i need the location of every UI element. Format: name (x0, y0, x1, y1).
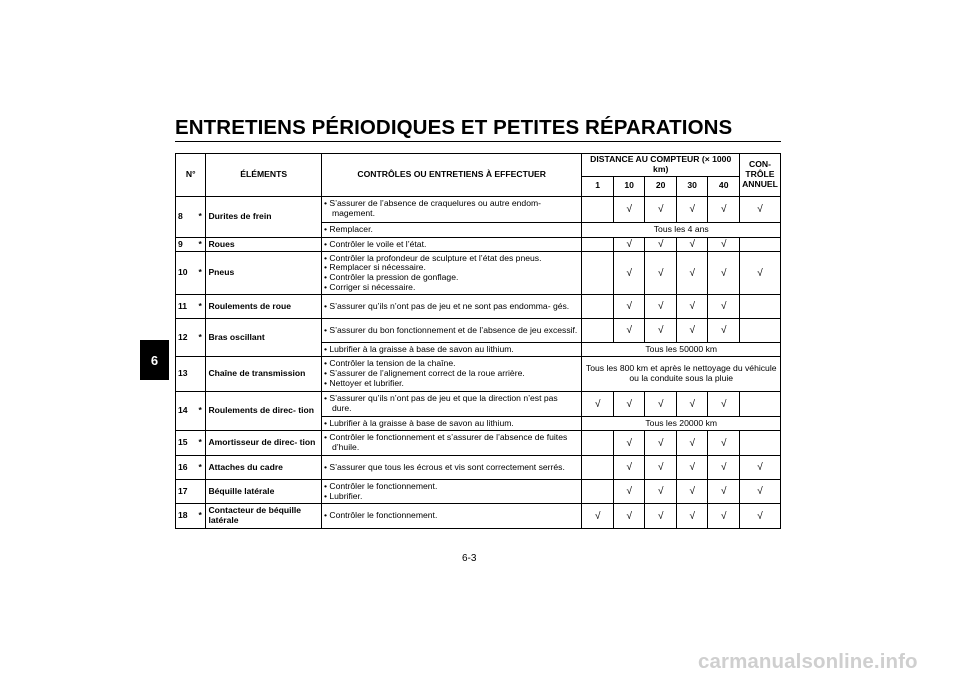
row-star-cell (197, 295, 206, 319)
check-mark-icon: √ (594, 510, 601, 522)
check-mark-icon: √ (757, 486, 763, 497)
check-mark-cell (613, 431, 645, 456)
check-mark-cell (645, 392, 677, 417)
check-item: • Contrôler la pression de gonflage. (324, 273, 579, 283)
check-mark-icon: √ (689, 238, 695, 250)
check-mark-icon: √ (657, 398, 664, 410)
row-star-cell (197, 480, 206, 504)
row-checks (321, 504, 581, 529)
row-element: Roulements de direc- tion (206, 392, 322, 431)
star-marker: * (198, 510, 202, 521)
check-item: • S’assurer que tous les écrous et vis sont correctement serrés. (324, 463, 579, 473)
header-distance-30: 30 (676, 176, 708, 196)
check-mark-icon: √ (720, 437, 727, 449)
check-mark-icon: √ (757, 267, 763, 279)
check-mark-cell (739, 480, 780, 504)
page-number: 6-3 (462, 553, 477, 564)
check-mark-icon: √ (720, 203, 727, 215)
table-row (176, 456, 781, 480)
check-mark-cell (613, 196, 645, 222)
check-mark-cell (645, 237, 677, 252)
check-item: • Corriger si nécessaire. (324, 283, 579, 293)
check-mark-cell (582, 504, 614, 529)
check-mark-cell (676, 456, 708, 480)
row-number: 13 (176, 357, 197, 392)
header-distance: DISTANCE AU COMPTEUR (× 1000 km) (582, 154, 740, 177)
row-checks (321, 252, 581, 295)
check-mark-icon: √ (657, 301, 664, 312)
row-element: Chaîne de transmission (206, 357, 322, 392)
check-item: • Nettoyer et lubrifier. (324, 379, 579, 389)
check-mark-cell (739, 252, 780, 295)
check-mark-icon: √ (720, 462, 727, 473)
star-marker: * (198, 300, 202, 311)
chapter-tab[interactable]: 6 (140, 340, 169, 380)
row-number: 14 (176, 392, 197, 431)
empty-cell (582, 431, 614, 456)
check-mark-icon: √ (689, 510, 695, 522)
check-mark-icon: √ (657, 238, 664, 250)
check-mark-cell (645, 504, 677, 529)
row-number: 8 (176, 196, 197, 237)
check-mark-cell (645, 480, 677, 504)
check-mark-icon: √ (757, 510, 763, 522)
check-mark-cell (582, 392, 614, 417)
header-elements: ÉLÉMENTS (206, 154, 322, 197)
header-distance-10: 10 (613, 176, 645, 196)
check-mark-cell (645, 295, 677, 319)
check-item: • Contrôler le fonctionnement et s’assurer de l’absence de fuites d’huile. (324, 433, 579, 453)
check-mark-icon: √ (657, 437, 664, 449)
check-mark-icon: √ (657, 510, 664, 522)
empty-cell (582, 252, 614, 295)
star-marker: * (198, 437, 202, 448)
empty-cell (582, 319, 614, 343)
check-mark-cell (676, 295, 708, 319)
check-mark-cell (708, 196, 740, 222)
check-mark-icon: √ (689, 486, 695, 497)
row-checks (321, 456, 581, 480)
empty-cell (739, 431, 780, 456)
empty-cell (582, 237, 614, 252)
check-mark-icon: √ (657, 203, 664, 215)
check-mark-icon: √ (757, 203, 763, 215)
check-mark-icon: √ (720, 267, 727, 279)
row-star-cell (197, 504, 206, 529)
check-mark-cell (739, 504, 780, 529)
row-star-cell (197, 357, 206, 392)
check-mark-icon: √ (689, 301, 695, 312)
row-star-cell (197, 252, 206, 295)
title-rule (175, 141, 781, 142)
check-mark-icon: √ (689, 203, 695, 215)
check-mark-cell (676, 196, 708, 222)
check-mark-cell (613, 252, 645, 295)
table-row (176, 480, 781, 504)
check-item: • Contrôler la tension de la chaîne. (324, 359, 579, 369)
check-mark-cell (645, 252, 677, 295)
row-checks (321, 196, 581, 222)
row-number: 12 (176, 319, 197, 357)
header-distance-40: 40 (708, 176, 740, 196)
row-checks (321, 343, 581, 357)
check-item: • Contrôler le fonctionnement. (324, 511, 579, 521)
check-mark-icon: √ (657, 325, 664, 336)
check-mark-icon: √ (626, 238, 632, 250)
row-star-cell (197, 319, 206, 357)
row-checks (321, 237, 581, 252)
row-number: 18 (176, 504, 197, 529)
check-mark-icon: √ (657, 462, 664, 473)
check-mark-cell (708, 431, 740, 456)
page-title: ENTRETIENS PÉRIODIQUES ET PETITES RÉPARATIONS (175, 116, 733, 139)
check-item: • S’assurer du bon fonctionnement et de l’absence de jeu excessif. (324, 326, 579, 336)
check-mark-cell (676, 392, 708, 417)
check-mark-icon: √ (757, 462, 763, 473)
row-element: Roues (206, 237, 322, 252)
check-mark-cell (613, 295, 645, 319)
check-mark-icon: √ (626, 486, 632, 497)
check-mark-icon: √ (626, 267, 632, 279)
table-row (176, 295, 781, 319)
interval-note: Tous les 800 km et après le nettoyage du véhicule ou la conduite sous la pluie (582, 357, 781, 392)
check-item: • Contrôler le voile et l’état. (324, 240, 579, 250)
check-item: • Contrôler la profondeur de sculpture et l’état des pneus. (324, 254, 579, 264)
check-mark-cell (708, 504, 740, 529)
header-no: N° (176, 154, 206, 197)
row-element: Roulements de roue (206, 295, 322, 319)
check-mark-cell (676, 504, 708, 529)
row-number: 15 (176, 431, 197, 456)
row-checks (321, 431, 581, 456)
check-mark-cell (676, 252, 708, 295)
header-checks: CONTRÔLES OU ENTRETIENS À EFFECTUER (321, 154, 581, 197)
check-item: • Lubrifier à la graisse à base de savon au lithium. (324, 345, 579, 355)
check-mark-icon: √ (626, 325, 632, 336)
header-distance-20: 20 (645, 176, 677, 196)
star-marker: * (198, 238, 202, 249)
empty-cell (739, 237, 780, 252)
check-mark-icon: √ (720, 486, 727, 497)
check-mark-icon: √ (720, 510, 727, 522)
check-mark-cell (613, 480, 645, 504)
check-mark-cell (676, 237, 708, 252)
row-star-cell (197, 196, 206, 237)
check-mark-cell (613, 319, 645, 343)
row-number: 16 (176, 456, 197, 480)
table-row (176, 319, 781, 343)
row-checks (321, 417, 581, 431)
check-mark-cell (708, 480, 740, 504)
check-mark-cell (676, 431, 708, 456)
table-row (176, 196, 781, 222)
check-mark-icon: √ (720, 238, 727, 250)
check-mark-icon: √ (657, 486, 664, 497)
check-mark-icon: √ (689, 398, 695, 410)
check-item: • Lubrifier à la graisse à base de savon au lithium. (324, 419, 579, 429)
empty-cell (582, 196, 614, 222)
empty-cell (739, 392, 780, 417)
check-mark-cell (708, 252, 740, 295)
star-marker: * (198, 405, 202, 416)
check-mark-cell (708, 392, 740, 417)
row-checks (321, 480, 581, 504)
check-mark-cell (645, 431, 677, 456)
row-element: Bras oscillant (206, 319, 322, 357)
check-mark-icon: √ (720, 325, 727, 336)
watermark: carmanualsonline.info (698, 650, 918, 673)
check-item: • Lubrifier. (324, 492, 579, 502)
header-annual: CON- TRÔLE ANNUEL (739, 154, 780, 197)
check-mark-cell (708, 456, 740, 480)
table-row (176, 252, 781, 295)
row-element: Amortisseur de direc- tion (206, 431, 322, 456)
interval-note: Tous les 50000 km (582, 343, 781, 357)
check-mark-cell (708, 295, 740, 319)
row-checks (321, 392, 581, 417)
check-item: • S’assurer qu’ils n’ont pas de jeu et que la direction n’est pas dure. (324, 394, 579, 414)
row-element: Béquille latérale (206, 480, 322, 504)
check-mark-icon: √ (626, 203, 632, 215)
star-marker: * (198, 331, 202, 342)
interval-note: Tous les 4 ans (582, 222, 781, 237)
check-mark-cell (708, 319, 740, 343)
row-checks (321, 222, 581, 237)
check-mark-icon: √ (626, 462, 632, 473)
row-checks (321, 295, 581, 319)
check-mark-icon: √ (689, 462, 695, 473)
table-row (176, 392, 781, 417)
table-body (176, 196, 781, 529)
check-mark-cell (613, 392, 645, 417)
empty-cell (739, 295, 780, 319)
empty-cell (582, 480, 614, 504)
check-item: • S’assurer de l’absence de craquelures ou autre endom- magement. (324, 199, 579, 219)
check-mark-cell (739, 456, 780, 480)
table-header-row (176, 154, 781, 177)
check-mark-cell (708, 237, 740, 252)
empty-cell (582, 456, 614, 480)
check-mark-cell (645, 319, 677, 343)
row-star-cell (197, 237, 206, 252)
row-number: 9 (176, 237, 197, 252)
maintenance-table (175, 153, 781, 529)
check-item: • S’assurer qu’ils n’ont pas de jeu et ne sont pas endomma- gés. (324, 302, 579, 312)
table-row (176, 357, 781, 392)
check-mark-cell (645, 196, 677, 222)
row-element: Contacteur de béquille latérale (206, 504, 322, 529)
star-marker: * (198, 461, 202, 472)
row-star-cell (197, 431, 206, 456)
row-checks (321, 319, 581, 343)
check-mark-cell (613, 456, 645, 480)
table-row (176, 431, 781, 456)
row-checks (321, 357, 581, 392)
check-mark-icon: √ (626, 437, 632, 449)
check-mark-icon: √ (689, 437, 695, 449)
row-star-cell (197, 456, 206, 480)
check-mark-cell (613, 237, 645, 252)
check-mark-icon: √ (689, 267, 695, 279)
check-mark-cell (645, 456, 677, 480)
empty-cell (739, 319, 780, 343)
check-mark-icon: √ (720, 301, 727, 312)
row-number: 10 (176, 252, 197, 295)
check-item: • Contrôler le fonctionnement. (324, 482, 579, 492)
row-number: 17 (176, 480, 197, 504)
check-mark-cell (613, 504, 645, 529)
check-mark-cell (676, 319, 708, 343)
check-mark-icon: √ (720, 398, 727, 410)
check-item: • Remplacer. (324, 225, 579, 235)
row-star-cell (197, 392, 206, 431)
check-mark-icon: √ (657, 267, 664, 279)
interval-note: Tous les 20000 km (582, 417, 781, 431)
check-item: • S’assurer de l’alignement correct de la roue arrière. (324, 369, 579, 379)
empty-cell (582, 295, 614, 319)
check-mark-cell (676, 480, 708, 504)
check-item: • Remplacer si nécessaire. (324, 263, 579, 273)
row-element: Durites de frein (206, 196, 322, 237)
check-mark-icon: √ (626, 398, 632, 410)
star-marker: * (198, 267, 202, 278)
check-mark-cell (739, 196, 780, 222)
check-mark-icon: √ (594, 398, 601, 410)
star-marker: * (198, 210, 202, 221)
row-element: Pneus (206, 252, 322, 295)
table-row (176, 504, 781, 529)
check-mark-icon: √ (626, 510, 632, 522)
check-mark-icon: √ (626, 301, 632, 312)
header-distance-1: 1 (582, 176, 614, 196)
check-mark-icon: √ (689, 325, 695, 336)
row-number: 11 (176, 295, 197, 319)
row-element: Attaches du cadre (206, 456, 322, 480)
table-row (176, 237, 781, 252)
